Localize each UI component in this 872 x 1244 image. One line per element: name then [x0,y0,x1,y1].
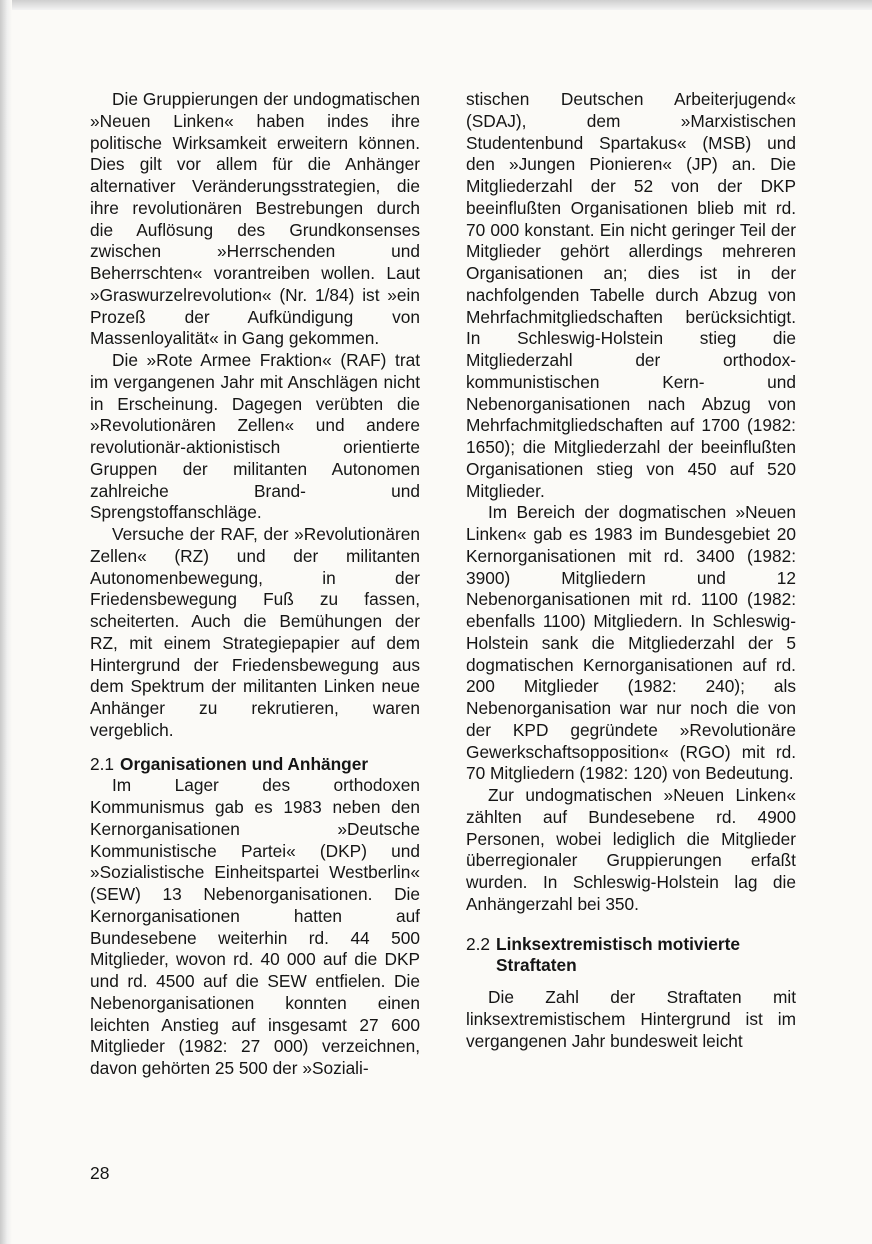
paragraph: Die Zahl der Straftaten mit linksextremistischem Hintergrund ist im vergangenen Jahr bundesweit leicht [466,987,796,1051]
section-title: Organisationen und Anhänger [120,753,369,774]
left-column [90,89,420,1080]
paragraph: stischen Deutschen Arbeiterjugend« (SDAJ), dem »Marxistischen Studentenbund Spartakus« (MSB) und den »Jungen Pionieren« (JP) an. Die Mitgliederzahl der 52 von der DKP beeinflußten Organisationen blieb mit rd. 70 000 konstant. Ein nicht geringer Teil der Mitglieder gehört allerdings mehreren Organisationen an; dies ist in der nachfolgenden Tabelle durch Abzug von Mehrfachmitgliedschaften berücksichtigt. In Schleswig-Holstein stieg die Mitgliederzahl der orthodox-kommunistischen Kern- und Nebenorganisationen nach Abzug von Mehrfachmitgliedschaften auf 1700 (1982: 1650); die Mitgliederzahl der beeinflußten Organisationen stieg von 450 auf 520 Mitglieder. [466,89,796,501]
section-number: 2.2 [466,933,491,954]
paragraph: Die Gruppierungen der undogmatischen »Neuen Linken« haben indes ihre politische Wirksamkeit erweitern können. Dies gilt vor allem für die Anhänger alternativer Veränderungsstrategien, die ihre revolutionären Bestrebungen durch die Auflösung des Grundkonsenses zwischen »Herrschenden und Beherrschten« vorantreiben wollen. Laut »Graswurzelrevolution« (Nr. 1/84) ist »ein Prozeß der Aufkündigung von Massenloyalität« in Gang gekommen. [90,89,420,349]
paragraph: Im Lager des orthodoxen Kommunismus gab es 1983 neben den Kernorganisationen »Deutsche Kommunistische Partei« (DKP) und »Sozialistische Einheitspartei Westberlin« (SEW) 13 Nebenorganisationen. Die Kernorganisationen hatten auf Bundesebene weiterhin rd. 44 500 Mitglieder, wovon rd. 40 000 auf die DKP und rd. 4500 auf die SEW entfielen. Die Nebenorganisationen konnten einen leichten Anstieg auf insgesamt 27 600 Mitglieder (1982: 27 000) verzeichnen, davon gehörten 25 500 der »Soziali- [90,775,420,1078]
paragraph: Zur undogmatischen »Neuen Linken« zählten auf Bundesebene rd. 4900 Personen, wobei lediglich die Mitglieder überregionaler Gruppierungen erfaßt wurden. In Schleswig-Holstein lag die Anhängerzahl bei 350. [466,785,796,914]
paragraph: Die »Rote Armee Fraktion« (RAF) trat im vergangenen Jahr mit Anschlägen nicht in Erscheinung. Dagegen verübten die »Revolutionären Zellen« und andere revolutionär-aktionistisch orientierte Gruppen der militanten Autonomen zahlreiche Brand- und Sprengstoffanschläge. [90,350,420,523]
section-title: Linksextremistisch motivierte Straftaten [496,933,740,976]
section-heading [466,934,796,978]
page-left-edge [0,0,12,1244]
page-number: 28 [90,1163,110,1183]
paragraph: Im Bereich der dogmatischen »Neuen Linken« gab es 1983 im Bundesgebiet 20 Kernorganisationen mit rd. 3400 (1982: 3900) Mitgliedern und 12 Nebenorganisationen mit rd. 1100 (1982: ebenfalls 1100) Mitgliedern. In Schleswig-Holstein sank die Mitgliederzahl der 5 dogmatischen Kernorganisationen auf rd. 200 Mitglieder (1982: 240); als Nebenorganisation war nur noch die von der KPD gegründete »Revolutionäre Gewerkschaftsopposition« (RGO) mit rd. 70 Mitgliedern (1982: 120) von Bedeutung. [466,502,796,784]
section-heading [90,754,420,776]
right-column [466,89,796,1052]
section-number: 2.1 [90,753,115,774]
page-top-edge [0,0,872,10]
paragraph: Versuche der RAF, der »Revolutionären Zellen« (RZ) und der militanten Autonomenbewegung, in der Friedensbewegung Fuß zu fassen, scheiterten. Auch die Bemühungen der RZ, mit einem Strategiepapier auf dem Hintergrund der Friedensbewegung aus dem Spektrum der militanten Linken neue Anhänger zu rekrutieren, waren vergeblich. [90,524,420,740]
